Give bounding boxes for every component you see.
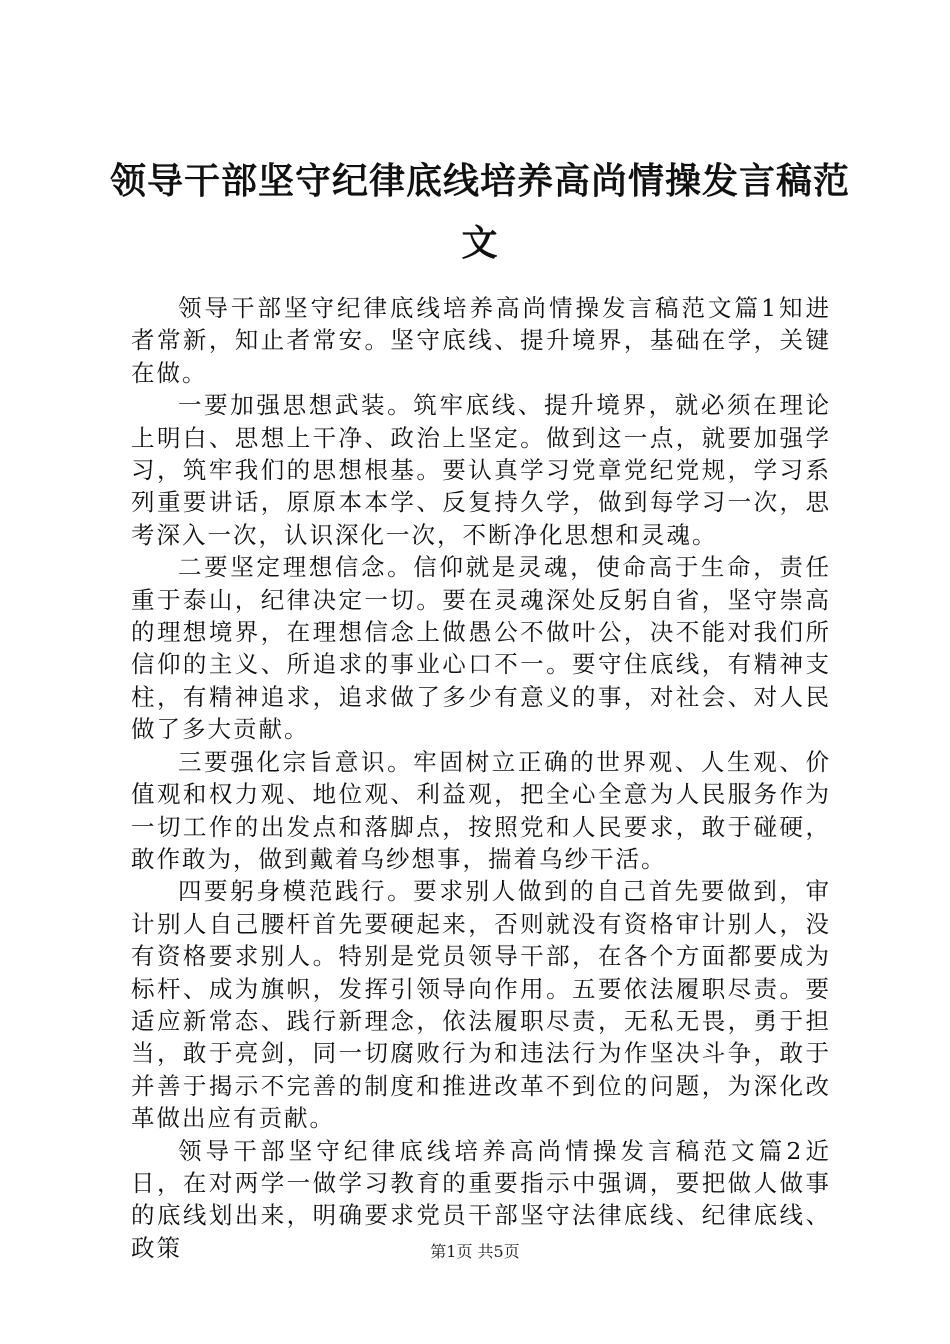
paragraph-1: 领导干部坚守纪律底线培养高尚情操发言稿范文篇1知进者常新，知止者常安。坚守底线、提升境界，基础在学，关键在做。 [131, 294, 831, 387]
paragraph-2: 一要加强思想武装。筑牢底线、提升境界，就必须在理论上明白、思想上干净、政治上坚定。做到这一点，就要加强学习，筑牢我们的思想根基。要认真学习党章党纪党规，学习系列重要讲话，原原本本学、反复持久学，做到每学习一次，思考深入一次，认识深化一次，不断净化思想和灵魂。 [131, 391, 831, 549]
document-title: 领导干部坚守纪律底线培养高尚情操发言稿范文 [110, 160, 851, 264]
paragraph-6: 领导干部坚守纪律底线培养高尚情操发言稿范文篇2近日，在对两学一做学习教育的重要指示中强调，要把做人做事的底线划出来，明确要求党员干部坚守法律底线、纪律底线、政策 [131, 1136, 831, 1262]
paragraph-5: 四要躬身模范践行。要求别人做到的自己首先要做到，审计别人自己腰杆首先要硬起来，否则就没有资格审计别人，没有资格要求别人。特别是党员领导干部，在各个方面都要成为标杆、成为旗帜，发挥引领导向作用。五要依法履职尽责。要适应新常态、践行新理念，依法履职尽责，无私无畏，勇于担当，敢于亮剑，同一切腐败行为和违法行为作坚决斗争，敢于并善于揭示不完善的制度和推进改革不到位的问题，为深化改革做出应有贡献。 [131, 877, 831, 1133]
page-footer: 第1页 共5页 [430, 1242, 520, 1261]
document-body [131, 292, 831, 1264]
paragraph-3: 二要坚定理想信念。信仰就是灵魂，使命高于生命，责任重于泰山，纪律决定一切。要在灵魂深处反躬自省，坚守崇高的理想境界，在理想信念上做愚公不做叶公，决不能对我们所信仰的主义、所追求的事业心口不一。要守住底线，有精神支柱，有精神追求，追求做了多少有意义的事，对社会、对人民做了多大贡献。 [131, 553, 831, 744]
paragraph-4: 三要强化宗旨意识。牢固树立正确的世界观、人生观、价值观和权力观、地位观、利益观，把全心全意为人民服务作为一切工作的出发点和落脚点，按照党和人民要求，敢于碰硬，敢作敢为，做到戴着乌纱想事，揣着乌纱干活。 [131, 747, 831, 873]
